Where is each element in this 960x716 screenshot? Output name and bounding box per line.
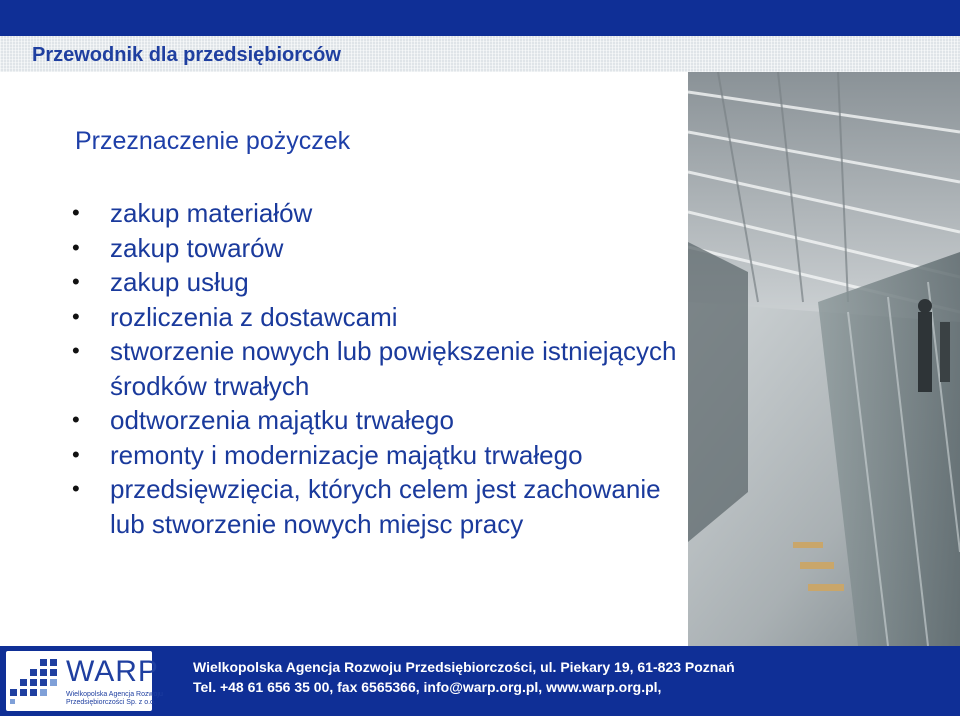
bullet-list bbox=[72, 196, 792, 541]
list-item bbox=[72, 196, 792, 231]
warp-logo-mark-icon bbox=[10, 657, 62, 705]
bullet-icon: • bbox=[72, 338, 80, 363]
list-item bbox=[72, 438, 792, 473]
bullet-icon: • bbox=[72, 269, 80, 294]
header-bar bbox=[0, 36, 960, 72]
logo-subtitle-line1: Wielkopolska Agencja Rozwoju bbox=[66, 691, 163, 698]
list-item bbox=[72, 403, 792, 438]
footer-contact: Tel. +48 61 656 35 00, fax 6565366, info@warp.org.pl, www.warp.org.pl, bbox=[193, 679, 662, 695]
list-item bbox=[72, 472, 792, 541]
bullet-text: przedsięwzięcia, których celem jest zachowanie bbox=[110, 474, 661, 504]
bullet-icon: • bbox=[72, 407, 80, 432]
warp-logo[interactable] bbox=[6, 651, 163, 711]
logo-subtitle bbox=[66, 691, 163, 707]
bullet-text: rozliczenia z dostawcami bbox=[110, 301, 398, 332]
bullet-icon: • bbox=[72, 476, 80, 501]
bullet-text: zakup towarów bbox=[110, 232, 284, 263]
list-item bbox=[72, 334, 792, 403]
bullet-text: odtworzenia majątku trwałego bbox=[110, 405, 454, 435]
list-item bbox=[72, 265, 792, 300]
footer-address: Wielkopolska Agencja Rozwoju Przedsiębiorczości, ul. Piekary 19, 61-823 Poznań bbox=[193, 659, 735, 675]
logo-subtitle-line2: Przedsiębiorczości Sp. z o.o. bbox=[66, 699, 156, 706]
bullet-text: zakup usług bbox=[110, 267, 249, 297]
footer-bar bbox=[0, 646, 960, 716]
bullet-text: zakup materiałów bbox=[110, 198, 313, 228]
bullet-icon: • bbox=[72, 200, 80, 225]
header-title: Przewodnik dla przedsiębiorców bbox=[32, 44, 341, 66]
bullet-icon: • bbox=[72, 234, 80, 260]
bullet-text-continued: lub stworzenie nowych miejsc pracy bbox=[110, 508, 524, 539]
bullet-text: remonty i modernizacje majątku trwałego bbox=[110, 439, 583, 470]
slide-title: Przeznaczenie pożyczek bbox=[75, 127, 351, 155]
list-item bbox=[72, 231, 792, 266]
bullet-icon: • bbox=[72, 303, 80, 329]
bullet-icon: • bbox=[72, 441, 80, 467]
bullet-text: stworzenie nowych lub powiększenie istniejących bbox=[110, 336, 677, 366]
list-item bbox=[72, 300, 792, 335]
top-band bbox=[0, 0, 960, 36]
bullet-text-continued: środków trwałych bbox=[110, 370, 310, 401]
logo-wordmark: WARP bbox=[66, 655, 159, 688]
